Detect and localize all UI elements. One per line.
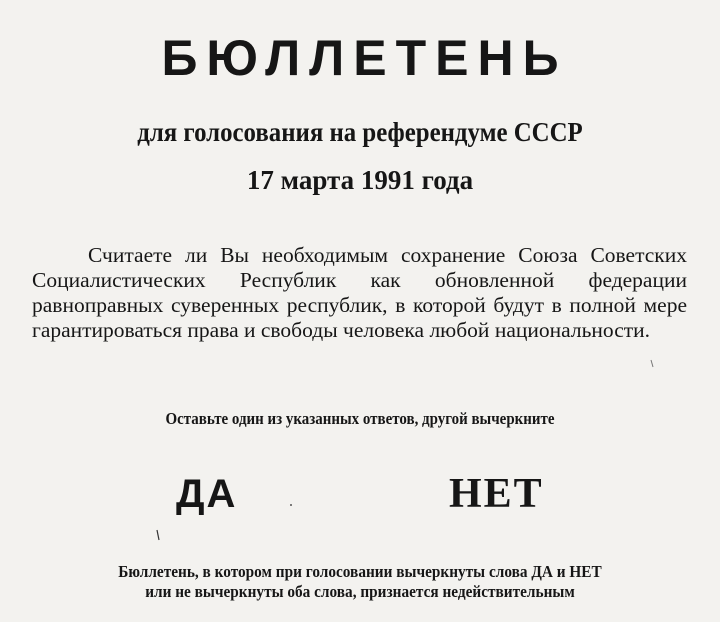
speck-mark [651, 360, 653, 367]
referendum-question: Считаете ли Вы необходимым сохранение Союза Советских Социалистических Республик как обновленной федерации равноправных суверенных республик, в которой будут в полной мере гарантироваться права и свободы человека любой национальности. [32, 243, 687, 342]
speck-dot [290, 504, 292, 506]
answer-yes: ДА [176, 472, 238, 516]
voting-instruction: Оставьте один из указанных ответов, другой вычеркните [165, 409, 555, 428]
ballot-title: БЮЛЛЕТЕНЬ [161, 30, 568, 86]
ballot-date: 17 марта 1991 года [246, 165, 474, 195]
invalid-ballot-note-line-2: или не вычеркнуты оба слова, признается недействительным [145, 582, 575, 601]
invalid-ballot-note-line-1: Бюллетень, в котором при голосовании вычеркнуты слова ДА и НЕТ [118, 562, 602, 581]
answer-no: НЕТ [449, 471, 544, 517]
speck-mark [157, 530, 159, 540]
ballot-subtitle: для голосования на референдуме СССР [137, 117, 583, 147]
invalid-ballot-note [36, 562, 684, 602]
